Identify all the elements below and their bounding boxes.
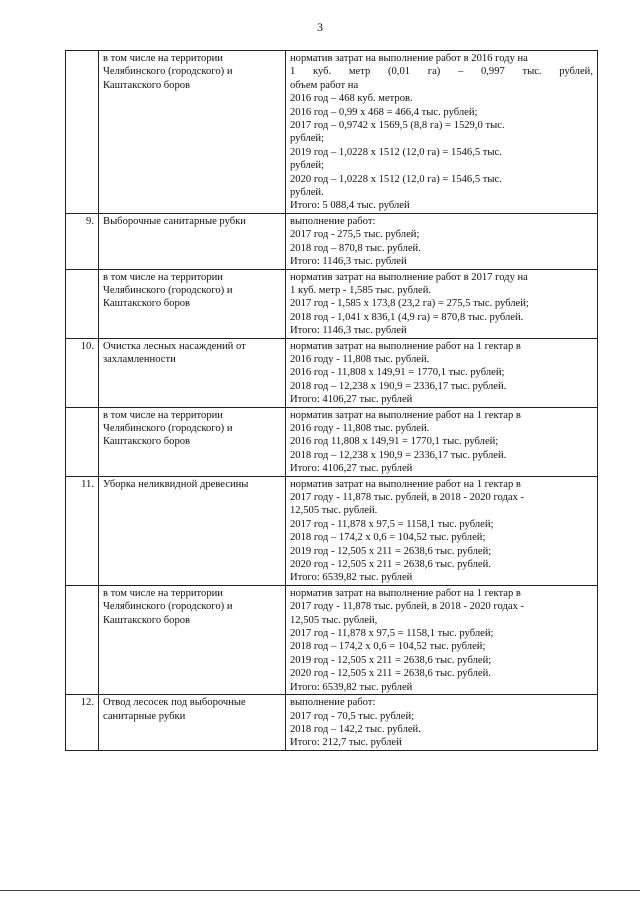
cost-description-line: 2016 году - 11,808 тыс. рублей. bbox=[290, 353, 430, 365]
work-name-line: в том числе на территории bbox=[103, 409, 223, 421]
cost-description-line: Итого: 212,7 тыс. рублей bbox=[290, 737, 402, 749]
cost-description-line: Итого: 1146,3 тыс. рублей bbox=[290, 256, 407, 268]
cost-description-line: Итого: 6539,82 тыс. рублей bbox=[290, 681, 413, 693]
table-row bbox=[66, 213, 598, 269]
cost-description-line: 2016 год 11,808 x 149,91 = 1770,1 тыс. рублей; bbox=[290, 436, 499, 448]
work-name-line: Каштакского боров bbox=[103, 298, 191, 310]
work-name-line: санитарные рубки bbox=[103, 710, 186, 722]
work-name-cell bbox=[99, 695, 286, 751]
cost-description-cell bbox=[286, 213, 598, 269]
cost-description-line: 1 куб. метр - 1,585 тыс. рублей. bbox=[290, 284, 432, 296]
cost-description-cell bbox=[286, 476, 598, 585]
cost-description-line: 2016 год – 0,99 x 468 = 466,4 тыс. рублей; bbox=[290, 106, 478, 118]
cost-description-line: рублей. bbox=[290, 187, 324, 199]
work-name-line: в том числе на территории bbox=[103, 53, 223, 64]
cost-description-line: 2020 год - 12,505 x 211 = 2638,6 тыс. рублей. bbox=[290, 668, 491, 680]
cost-description-cell bbox=[286, 407, 598, 476]
row-number-cell bbox=[66, 269, 99, 338]
cost-description-line: 2017 год – 0,9742 x 1569,5 (8,8 га) = 1529,0 тыс. bbox=[290, 120, 505, 132]
cost-description-line: 2019 год - 12,505 x 211 = 2638,6 тыс. рублей; bbox=[290, 545, 492, 557]
cost-description-line: 2019 год - 12,505 x 211 = 2638,6 тыс. рублей; bbox=[290, 654, 492, 666]
cost-description-cell bbox=[286, 585, 598, 694]
work-name-line: Челябинского (городского) и bbox=[103, 284, 233, 296]
work-name-cell bbox=[99, 585, 286, 694]
cost-description-cell bbox=[286, 51, 598, 214]
cost-description-line: 2017 году - 11,878 тыс. рублей, в 2018 - 2020 годах - bbox=[290, 492, 525, 503]
table-row bbox=[66, 269, 598, 338]
cost-description-line: 2016 год - 11,808 x 149,91 = 1770,1 тыс. рублей; bbox=[290, 367, 505, 379]
cost-description-line: 2016 год – 468 куб. метров. bbox=[290, 93, 413, 105]
cost-description-line: норматив затрат на выполнение работ на 1 гектар в bbox=[290, 340, 521, 352]
work-name-cell bbox=[99, 407, 286, 476]
table-row bbox=[66, 407, 598, 476]
work-name-line: Челябинского (городского) и bbox=[103, 422, 233, 434]
work-name-cell bbox=[99, 338, 286, 407]
cost-description-line: выполнение работ: bbox=[290, 215, 376, 227]
cost-description-line: 2018 год – 870,8 тыс. рублей. bbox=[290, 242, 421, 254]
cost-description-line: 2018 год - 1,041 x 836,1 (4,9 га) = 870,8 тыс. рублей. bbox=[290, 311, 524, 323]
cost-description-line: 2018 год – 174,2 x 0,6 = 104,52 тыс. рублей; bbox=[290, 641, 486, 653]
cost-table bbox=[65, 50, 598, 751]
table-row bbox=[66, 338, 598, 407]
cost-description-line: 12,505 тыс. рублей, bbox=[290, 614, 378, 626]
cost-description-line: Итого: 6539,82 тыс. рублей bbox=[290, 572, 413, 584]
table-row bbox=[66, 51, 598, 214]
work-name-line: Челябинского (городского) и bbox=[103, 601, 233, 613]
cost-description-line: 1 куб. метр (0,01 га) – 0,997 тыс. рублей, bbox=[290, 66, 593, 78]
row-number-cell bbox=[66, 51, 99, 214]
cost-description-line: 2018 год – 174,2 x 0,6 = 104,52 тыс. рублей; bbox=[290, 532, 486, 544]
page-number: 3 bbox=[317, 20, 323, 34]
work-name-line: Каштакского боров bbox=[103, 614, 191, 626]
row-number-cell bbox=[66, 407, 99, 476]
cost-description-cell bbox=[286, 269, 598, 338]
bottom-rule bbox=[0, 890, 640, 891]
work-name-cell bbox=[99, 213, 286, 269]
cost-description-line: 2017 год - 11,878 x 97,5 = 1158,1 тыс. рублей; bbox=[290, 628, 494, 640]
row-number-cell: 9. bbox=[66, 213, 99, 269]
cost-description-cell bbox=[286, 338, 598, 407]
cost-description-line: Итого: 5 088,4 тыс. рублей bbox=[290, 200, 410, 212]
work-name-line: Очистка лесных насаждений от bbox=[103, 340, 246, 352]
work-name-cell bbox=[99, 51, 286, 214]
work-name-line: Выборочные санитарные рубки bbox=[103, 215, 246, 227]
cost-description-line: Итого: 1146,3 тыс. рублей bbox=[290, 325, 407, 337]
work-name-line: Каштакского боров bbox=[103, 79, 191, 91]
cost-description-line: норматив затрат на выполнение работ на 1 гектар в bbox=[290, 478, 521, 490]
cost-description-line: норматив затрат на выполнение работ в 2017 году на bbox=[290, 271, 528, 283]
cost-description-line: 2020 год - 12,505 x 211 = 2638,6 тыс. рублей. bbox=[290, 559, 491, 571]
cost-description-line: рублей; bbox=[290, 160, 325, 172]
cost-description-cell bbox=[286, 695, 598, 751]
work-name-line: Уборка неликвидной древесины bbox=[103, 478, 249, 490]
cost-description-line: норматив затрат на выполнение работ на 1 гектар в bbox=[290, 409, 521, 421]
cost-description-line: Итого: 4106,27 тыс. рублей bbox=[290, 463, 413, 475]
row-number-cell bbox=[66, 585, 99, 694]
cost-description-line: 2017 год - 11,878 x 97,5 = 1158,1 тыс. рублей; bbox=[290, 518, 494, 530]
table-body bbox=[66, 51, 598, 751]
work-name-line: захламленности bbox=[103, 353, 176, 365]
row-number-cell: 12. bbox=[66, 695, 99, 751]
cost-description-line: выполнение работ: bbox=[290, 697, 376, 709]
cost-description-line: Итого: 4106,27 тыс. рублей bbox=[290, 394, 413, 406]
row-number-cell: 11. bbox=[66, 476, 99, 585]
table-row bbox=[66, 695, 598, 751]
cost-description-line: объем работ на bbox=[290, 79, 359, 91]
work-name-cell bbox=[99, 476, 286, 585]
cost-description-line: 2018 год – 12,238 x 190,9 = 2336,17 тыс. рублей. bbox=[290, 449, 507, 461]
cost-description-line: норматив затрат на выполнение работ в 2016 году на bbox=[290, 53, 528, 64]
cost-description-line: 2017 год - 1,585 x 173,8 (23,2 га) = 275,5 тыс. рублей; bbox=[290, 298, 529, 310]
cost-description-line: 2016 году - 11,808 тыс. рублей. bbox=[290, 422, 430, 434]
work-name-line: в том числе на территории bbox=[103, 587, 223, 599]
work-name-line: Каштакского боров bbox=[103, 436, 191, 448]
row-number-cell: 10. bbox=[66, 338, 99, 407]
cost-description-line: рублей; bbox=[290, 133, 325, 145]
cost-description-line: 12,505 тыс. рублей. bbox=[290, 505, 378, 517]
cost-description-line: 2018 год – 142,2 тыс. рублей. bbox=[290, 723, 421, 735]
cost-description-line: 2017 году - 11,878 тыс. рублей, в 2018 - 2020 годах - bbox=[290, 601, 525, 613]
cost-description-line: 2020 год – 1,0228 x 1512 (12,0 га) = 1546,5 тыс. bbox=[290, 173, 502, 185]
work-name-line: Челябинского (городского) и bbox=[103, 66, 233, 78]
work-name-line: в том числе на территории bbox=[103, 271, 223, 283]
cost-description-line: норматив затрат на выполнение работ на 1 гектар в bbox=[290, 587, 521, 599]
cost-description-line: 2017 год - 275,5 тыс. рублей; bbox=[290, 229, 420, 241]
work-name-line: Отвод лесосек под выборочные bbox=[103, 697, 246, 709]
work-name-cell bbox=[99, 269, 286, 338]
cost-description-line: 2017 год - 70,5 тыс. рублей; bbox=[290, 710, 415, 722]
table-row bbox=[66, 476, 598, 585]
cost-description-line: 2019 год – 1,0228 x 1512 (12,0 га) = 1546,5 тыс. bbox=[290, 146, 502, 158]
table-row bbox=[66, 585, 598, 694]
cost-description-line: 2018 год – 12,238 x 190,9 = 2336,17 тыс. рублей. bbox=[290, 380, 507, 392]
